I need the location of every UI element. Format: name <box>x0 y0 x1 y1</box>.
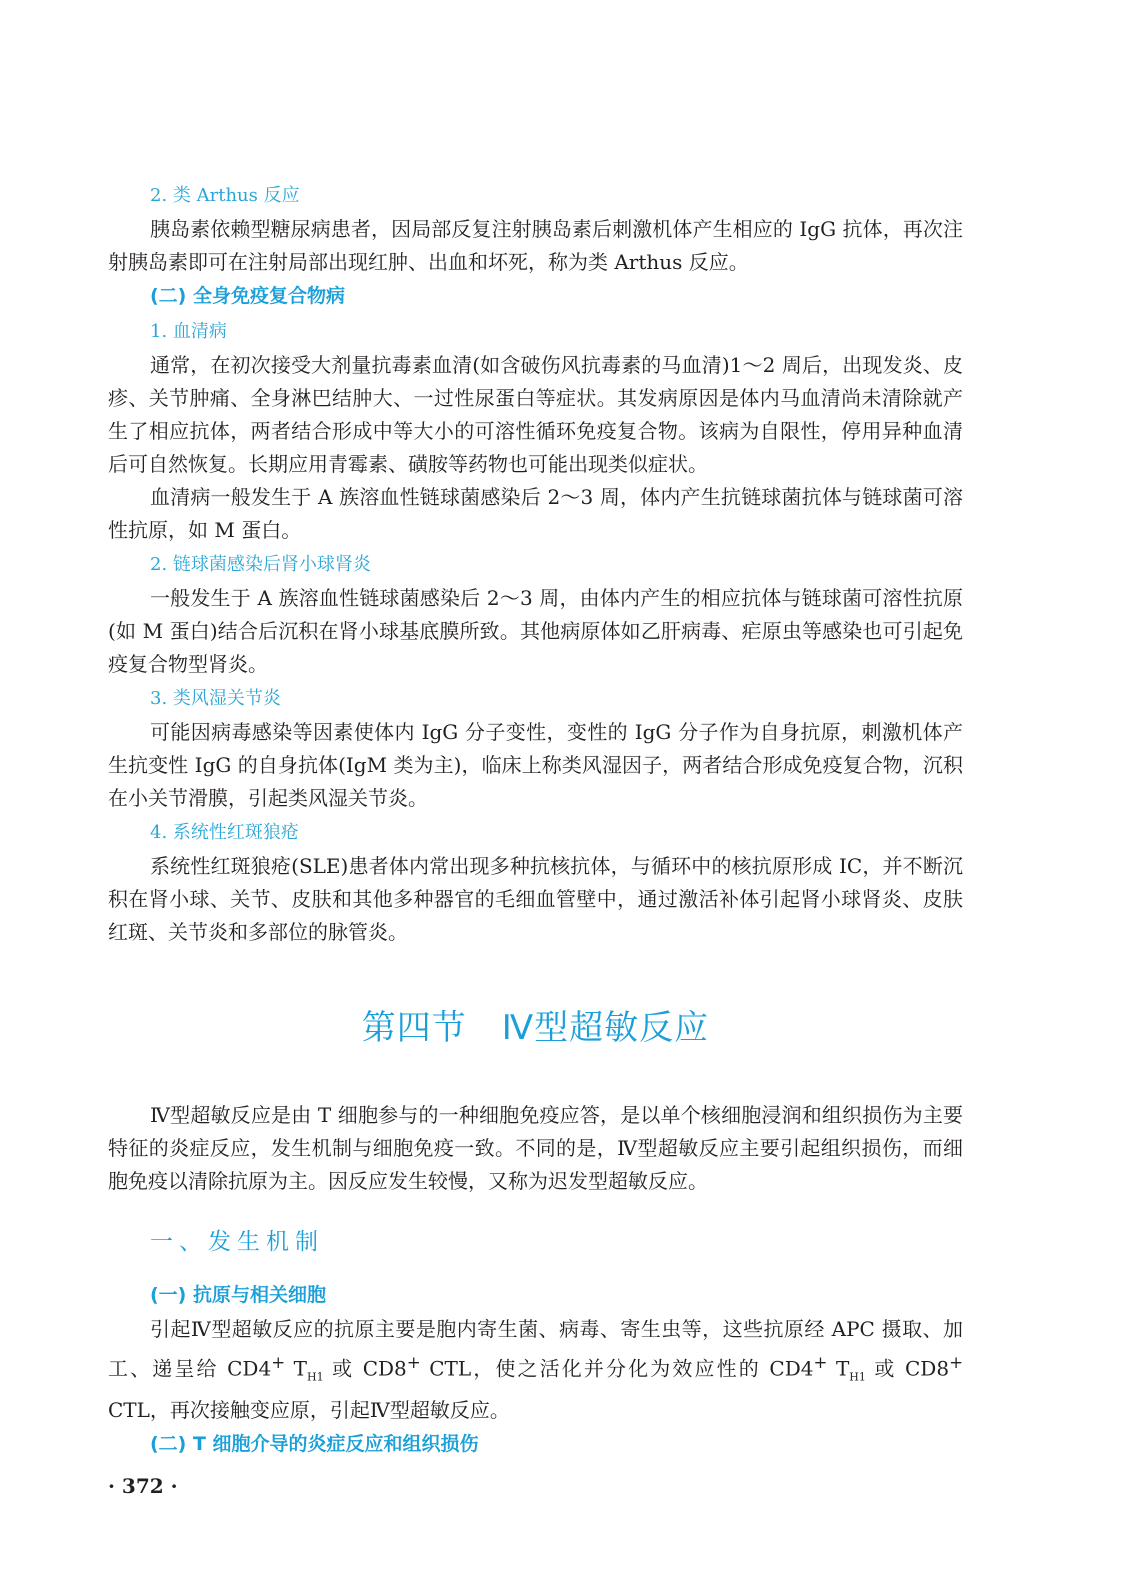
text-run: CTL，使之活化并分化为效应性的 CD4 <box>420 1356 814 1381</box>
subheading-sle: 4. 系统性红斑狼疮 <box>150 822 299 843</box>
superscript-plus: + <box>949 1353 964 1372</box>
text-run: 或 CD8 <box>865 1356 950 1381</box>
superscript-plus: + <box>813 1353 828 1372</box>
subheading-rheumatoid-arthritis: 3. 类风湿关节炎 <box>150 688 281 709</box>
superscript-plus: + <box>406 1353 421 1372</box>
superscript-plus: + <box>271 1353 286 1372</box>
heading-t-cell-inflammation: (二) T 细胞介导的炎症反应和组织损伤 <box>150 1432 479 1455</box>
subheading-glomerulonephritis: 2. 链球菌感染后肾小球肾炎 <box>150 554 371 575</box>
page-number: · 372 · <box>108 1474 178 1498</box>
text-run: 或 CD8 <box>323 1356 407 1381</box>
paragraph-arthus: 胰岛素依赖型糖尿病患者，因局部反复注射胰岛素后刺激机体产生相应的 IgG 抗体，再次注射胰岛素即可在注射局部出现红肿、出血和坏死，称为类 Arthus 反应。 <box>108 217 963 274</box>
heading-mechanism: 一、发生机制 <box>150 1229 324 1255</box>
paragraph-serum-sickness: 通常，在初次接受大剂量抗毒素血清(如含破伤风抗毒素的马血清)1～2 周后，出现发炎、皮疹、关节肿痛、全身淋巴结肿大、一过性尿蛋白等症状。其发病原因是体内马血清尚未清除就产生了相应抗体，两者结合形成中等大小的可溶性循环免疫复合物。该病为自限性，停用异种血清后可自然恢复。长期应用青霉素、磺胺等药物也可能出现类似症状。 <box>108 353 963 476</box>
text-run: T <box>285 1356 307 1381</box>
text-run: 引起Ⅳ型超敏反应的抗原主要是胞内寄生菌、病毒、寄生虫等，这些抗原经 APC 摄取、加工、递呈给 CD4 <box>108 1317 963 1381</box>
paragraph-sle: 系统性红斑狼疮(SLE)患者体内常出现多种抗核抗体，与循环中的核抗原形成 IC，并不断沉积在肾小球、关节、皮肤和其他多种器官的毛细血管壁中，通过激活补体引起肾小球肾炎、皮肤红斑、关节炎和多部位的脉管炎。 <box>108 854 963 944</box>
subheading-serum-sickness: 1. 血清病 <box>150 321 227 342</box>
heading-systemic-ic-disease: (二) 全身免疫复合物病 <box>150 285 345 307</box>
subheading-arthus: 2. 类 Arthus 反应 <box>150 185 300 206</box>
text-run: T <box>827 1356 850 1381</box>
section-title: 第四节 Ⅳ型超敏反应 <box>361 1007 710 1048</box>
heading-antigen-cells: (一) 抗原与相关细胞 <box>150 1284 326 1306</box>
subscript-h1: H1 <box>307 1370 324 1384</box>
paragraph-type-iv-intro: Ⅳ型超敏反应是由 T 细胞参与的一种细胞免疫应答，是以单个核细胞浸润和组织损伤为主要特征的炎症反应，发生机制与细胞免疫一致。不同的是，Ⅳ型超敏反应主要引起组织损伤，而细胞免疫以清除抗原为主。因反应发生较慢，又称为迟发型超敏反应。 <box>108 1103 963 1193</box>
paragraph-rheumatoid-arthritis: 可能因病毒感染等因素使体内 IgG 分子变性，变性的 IgG 分子作为自身抗原，刺激机体产生抗变性 IgG 的自身抗体(IgM 类为主)，临床上称类风湿因子，两者结合形成免疫复合物，沉积在小关节滑膜，引起类风湿关节炎。 <box>108 720 963 810</box>
text-run: CTL，再次接触变应原，引起Ⅳ型超敏反应。 <box>108 1397 510 1422</box>
paragraph-glomerulonephritis: 一般发生于 A 族溶血性链球菌感染后 2～3 周，由体内产生的相应抗体与链球菌可溶性抗原(如 M 蛋白)结合后沉积在肾小球基底膜所致。其他病原体如乙肝病毒、疟原虫等感染也可引起免疫复合物型肾炎。 <box>108 586 963 676</box>
subscript-h1: H1 <box>849 1370 866 1384</box>
paragraph-serum-sickness-streptococcus: 血清病一般发生于 A 族溶血性链球菌感染后 2～3 周，体内产生抗链球菌抗体与链球菌可溶性抗原，如 M 蛋白。 <box>108 485 963 542</box>
paragraph-antigen-cells <box>108 1313 963 1427</box>
page-body <box>108 178 963 1462</box>
